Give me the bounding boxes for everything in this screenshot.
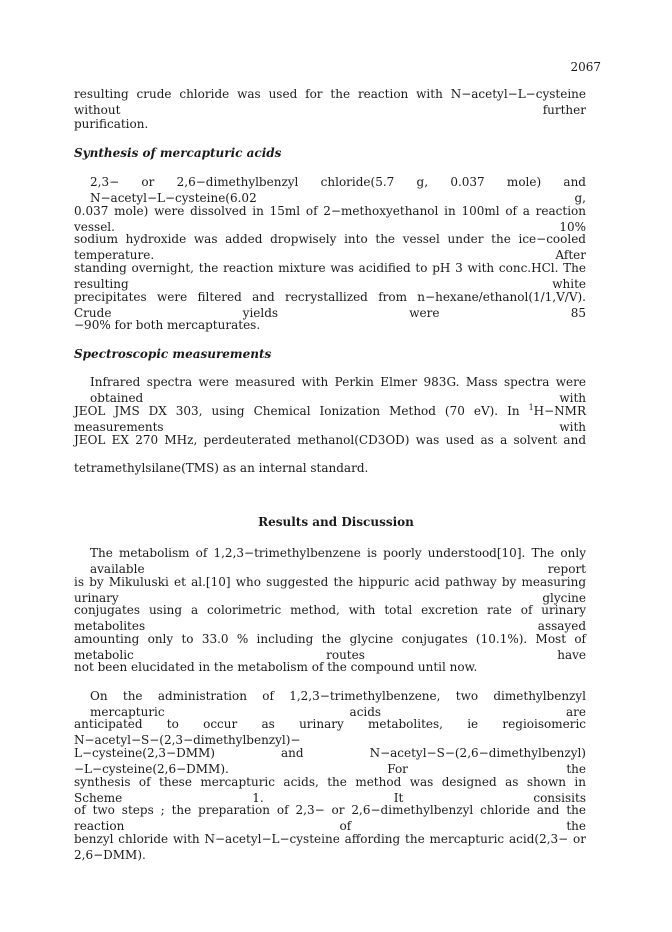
paragraph-line-nmr bbox=[74, 403, 586, 435]
paragraph-line: of two steps ; the preparation of 2,3− or 2,6−dimethylbenzyl chloride and the reaction of the bbox=[74, 803, 586, 833]
paragraph-line: sodium hydroxide was added dropwisely into the vessel under the ice−cooled temperature. After bbox=[74, 232, 586, 262]
paragraph-line: resulting crude chloride was used for the reaction with N−acetyl−L−cysteine without further bbox=[74, 87, 586, 117]
text-span: H−NMR measurements with bbox=[74, 404, 586, 434]
paragraph-line: −90% for both mercapturates. bbox=[74, 318, 261, 332]
paragraph-line: On the administration of 1,2,3−trimethylbenzene, two dimethylbenzyl mercapturic acids are bbox=[90, 689, 586, 719]
section-heading-results: Results and Discussion bbox=[258, 515, 414, 529]
paragraph-line: L−cysteine(2,3−DMM) and N−acetyl−S−(2,6−dimethylbenzyl)−L−cysteine(2,6−DMM). For the bbox=[74, 746, 586, 776]
superscript-one: 1 bbox=[528, 403, 534, 412]
paragraph-line: purification. bbox=[74, 117, 149, 131]
paragraph-line: JEOL EX 270 MHz, perdeuterated methanol(CD3OD) was used as a solvent and bbox=[74, 433, 586, 447]
paragraph-line: not been elucidated in the metabolism of the compound until now. bbox=[74, 660, 478, 674]
paragraph-line: 0.037 mole) were dissolved in 15ml of 2−methoxyethanol in 100ml of a reaction vessel. 10% bbox=[74, 204, 586, 234]
paragraph-line: conjugates using a colorimetric method, with total excretion rate of urinary metabolites assayed bbox=[74, 603, 586, 633]
paragraph-line: anticipated to occur as urinary metabolites, ie regioisomeric N−acetyl−S−(2,3−dimethylbenzyl)− bbox=[74, 717, 586, 747]
paragraph-line: The metabolism of 1,2,3−trimethylbenzene is poorly understood[10]. The only available report bbox=[90, 546, 586, 576]
paragraph-line: standing overnight, the reaction mixture was acidified to pH 3 with conc.HCl. The resulting white bbox=[74, 261, 586, 291]
paragraph-line: amounting only to 33.0 % including the glycine conjugates (10.1%). Most of metabolic routes have bbox=[74, 632, 586, 662]
paragraph-line: benzyl chloride with N−acetyl−L−cysteine affording the mercapturic acid(2,3− or 2,6−DMM). bbox=[74, 832, 586, 862]
paragraph-line: Infrared spectra were measured with Perkin Elmer 983G. Mass spectra were obtained with bbox=[90, 375, 586, 405]
paragraph-line: 2,3− or 2,6−dimethylbenzyl chloride(5.7 g, 0.037 mole) and N−acetyl−L−cysteine(6.02 g, bbox=[90, 175, 586, 205]
paragraph-line: tetramethylsilane(TMS) as an internal standard. bbox=[74, 461, 369, 475]
text-span: JEOL JMS DX 303, using Chemical Ionization Method (70 eV). In bbox=[74, 404, 520, 418]
section-heading-spectroscopic: Spectroscopic measurements bbox=[74, 347, 272, 361]
paragraph-line: synthesis of these mercapturic acids, the method was designed as shown in Scheme 1. It consisits bbox=[74, 775, 586, 805]
paragraph-line: precipitates were filtered and recrystallized from n−hexane/ethanol(1/1,V/V). Crude yields were 85 bbox=[74, 290, 586, 320]
section-heading-synthesis: Synthesis of mercapturic acids bbox=[74, 146, 282, 160]
paragraph-line: is by Mikuluski et al.[10] who suggested the hippuric acid pathway by measuring urinary glycine bbox=[74, 575, 586, 605]
page-number: 2067 bbox=[570, 60, 601, 74]
